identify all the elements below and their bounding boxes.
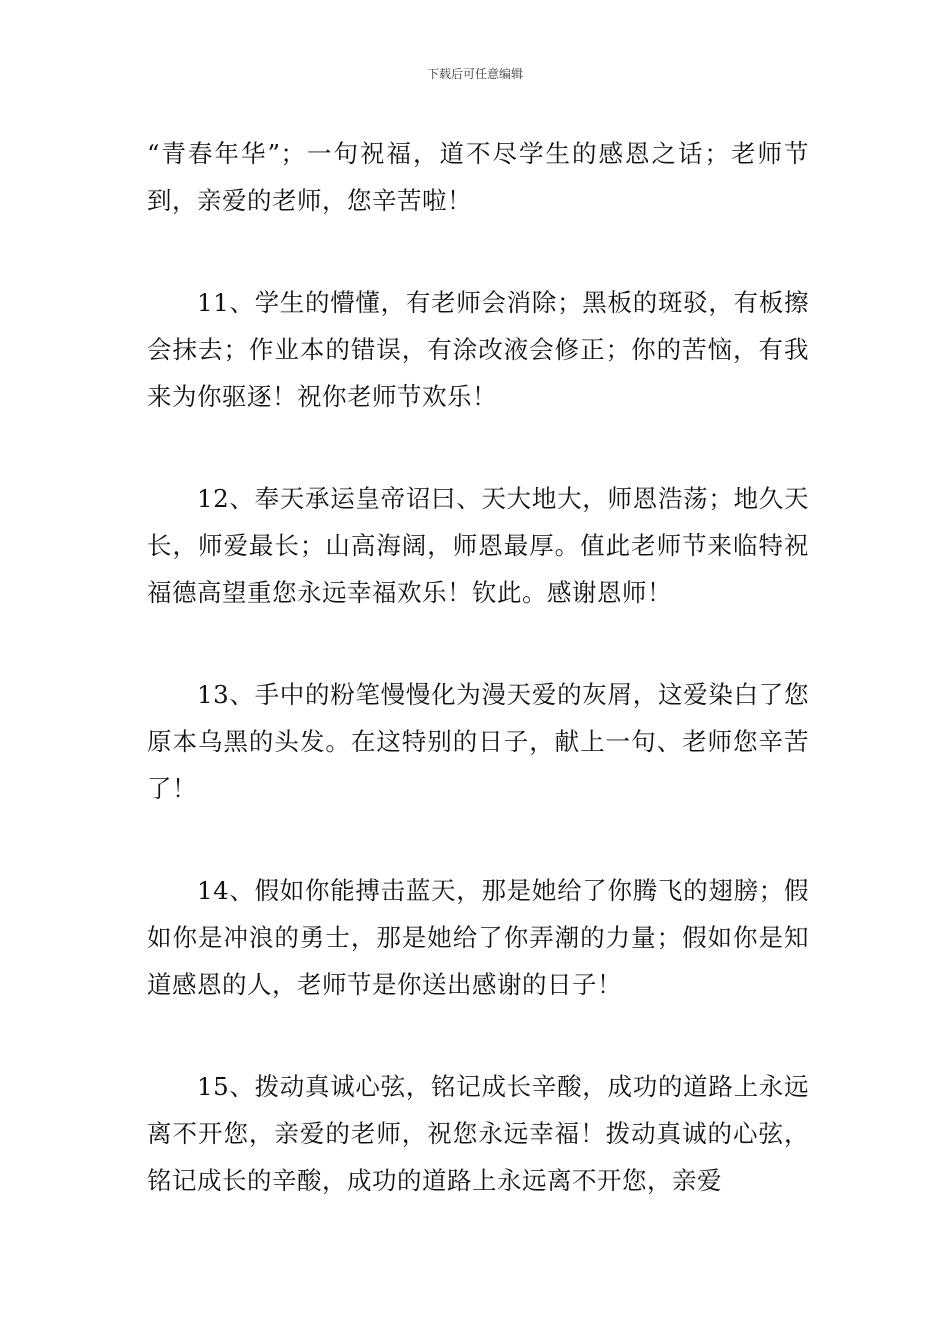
page-header: 下载后可任意编辑	[426, 67, 523, 81]
paragraph-continuation: “青春年华”；一句祝福，道不尽学生的感恩之话；老师节到，亲爱的老师，您辛苦啦！	[147, 139, 809, 215]
paragraph-11: 11、学生的懵懂，有老师会消除；黑板的斑驳，有板擦会抹去；作业本的错误，有涂改液会修正；你的苦恼，有我来为你驱逐！祝你老师节欢乐！	[147, 288, 809, 411]
paragraph-14: 14、假如你能搏击蓝天，那是她给了你腾飞的翅膀；假如你是冲浪的勇士，那是她给了你弄潮的力量；假如你是知道感恩的人，老师节是你送出感谢的日子！	[147, 876, 809, 999]
document-body	[147, 130, 809, 1204]
paragraph-13: 13、手中的粉笔慢慢化为漫天爱的灰屑，这爱染白了您原本乌黑的头发。在这特别的日子，献上一句、老师您辛苦了！	[147, 680, 809, 803]
paragraph-15: 15、拨动真诚心弦，铭记成长辛酸，成功的道路上永远离不开您，亲爱的老师，祝您永远幸福！拨动真诚的心弦，铭记成长的辛酸，成功的道路上永远离不开您，亲爱	[147, 1072, 809, 1195]
paragraph-12: 12、奉天承运皇帝诏曰、天大地大，师恩浩荡；地久天长，师爱最长；山高海阔，师恩最厚。值此老师节来临特祝福德高望重您永远幸福欢乐！钦此。感谢恩师！	[147, 484, 809, 607]
